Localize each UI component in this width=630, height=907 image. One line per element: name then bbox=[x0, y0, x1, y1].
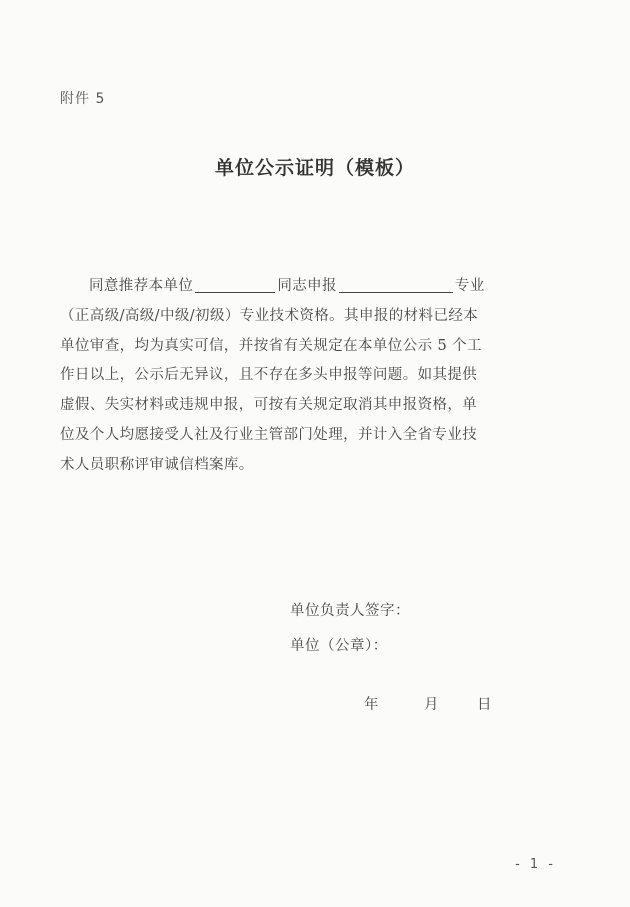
body-line-4: 作日以上，公示后无异议，且不存在多头申报等问题。如其提供 bbox=[60, 367, 478, 384]
body-line-1-part-3: 专业 bbox=[454, 278, 485, 294]
date-day: 日 bbox=[477, 697, 492, 713]
profession-blank bbox=[339, 275, 453, 293]
body-line-1-part-2: 同志申报 bbox=[277, 278, 337, 294]
unit-name-blank bbox=[195, 275, 275, 293]
date-year: 年 bbox=[364, 697, 379, 713]
body-line-2: （正高级/高级/中级/初级）专业技术资格。其申报的材料已经本 bbox=[60, 307, 479, 324]
unit-seal-label: 单位（公章）： bbox=[290, 638, 388, 654]
attachment-label: 附件 5 bbox=[60, 91, 106, 107]
body-line-7: 术人员职称评审诚信档案库。 bbox=[60, 456, 254, 473]
page-number: - 1 - bbox=[515, 857, 556, 872]
leader-signature-label: 单位负责人签字： bbox=[290, 603, 410, 619]
body-line-1-part-1: 同意推荐本单位 bbox=[89, 278, 194, 294]
document-title: 单位公示证明（模板） bbox=[214, 157, 415, 179]
body-line-3: 单位审查，均为真实可信，并按省有关规定在本单位公示 5 个工 bbox=[60, 337, 482, 354]
body-line-1 bbox=[60, 272, 572, 302]
date-month: 月 bbox=[424, 697, 439, 713]
body-line-6: 位及个人均愿接受人社及行业主管部门处理，并计入全省专业技 bbox=[60, 426, 478, 443]
body-line-5: 虚假、失实材料或违规申报，可按有关规定取消其申报资格，单 bbox=[60, 397, 478, 414]
certificate-body bbox=[60, 272, 572, 481]
